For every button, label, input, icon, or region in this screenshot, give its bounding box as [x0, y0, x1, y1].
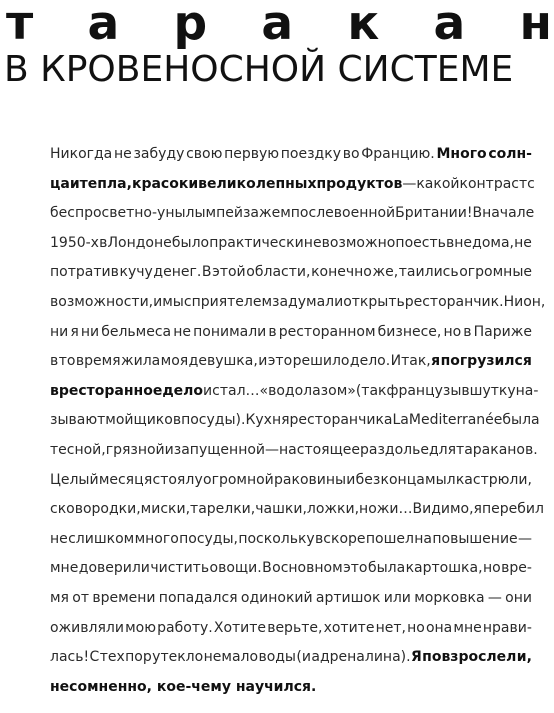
heading-letter: р: [173, 0, 208, 51]
word: тесной,: [50, 441, 106, 458]
word: времени: [92, 589, 156, 606]
word: ни: [50, 323, 69, 340]
word: (и: [296, 649, 311, 666]
text-line: [50, 673, 532, 703]
word: была: [367, 560, 406, 577]
word: 1950-х: [50, 234, 99, 251]
heading-letter: а: [87, 0, 120, 51]
word: поскольку: [238, 530, 315, 547]
word: повышение: [432, 530, 518, 547]
text-line: [50, 525, 532, 555]
word: раздолье: [360, 441, 429, 458]
word: работу.: [157, 619, 213, 636]
word: Видимо,: [412, 501, 474, 518]
word: это: [267, 353, 293, 370]
text-line: [50, 554, 532, 584]
bold-text: несомненно, кое-чему научился.: [50, 678, 317, 695]
word: открыть: [343, 293, 405, 310]
word: мя: [50, 589, 69, 606]
text-line: [50, 229, 532, 259]
word: —: [402, 175, 417, 192]
bold-word: ца: [50, 175, 70, 192]
text-line: [50, 436, 538, 466]
word: (так: [355, 382, 387, 399]
word: огромные: [459, 264, 532, 281]
word: и: [346, 471, 356, 488]
word: от: [72, 589, 90, 606]
word: La: [392, 412, 409, 429]
word: то: [58, 353, 76, 370]
text-line: [50, 347, 532, 377]
text-line: [50, 140, 532, 170]
bold-word: продуктов: [316, 175, 403, 192]
word: начале: [482, 205, 535, 222]
word: бизнесе,: [377, 323, 442, 340]
word: у: [194, 471, 203, 488]
word: же,: [372, 264, 399, 281]
heading-letter: к: [347, 0, 380, 51]
word: этой: [212, 264, 246, 281]
word: грязной: [105, 441, 165, 458]
word: слишком: [68, 530, 135, 547]
word: много: [134, 530, 179, 547]
word: Лондоне: [107, 234, 172, 251]
word: первую: [224, 146, 280, 162]
bold-word: погрузился: [440, 353, 532, 370]
bold-word: дело: [162, 382, 204, 399]
word: огромной: [203, 471, 274, 488]
word: Итак,: [390, 353, 431, 370]
word: девушка,: [188, 353, 258, 370]
word: в: [463, 323, 472, 340]
word: невозможно: [303, 234, 396, 251]
bold-word: и: [188, 175, 199, 192]
bold-word: Я: [410, 649, 422, 666]
text-line: [50, 584, 532, 614]
word: практически: [209, 234, 304, 251]
bold-word: и: [69, 175, 80, 192]
text-line: [50, 406, 540, 436]
heading-letter: а: [261, 0, 294, 51]
bold-word: великолепных: [198, 175, 317, 192]
word: французы: [386, 382, 462, 399]
word: мыл: [425, 471, 456, 488]
word: беспросветно-унылым: [50, 205, 217, 222]
word: с: [183, 293, 192, 310]
word: одинокий: [240, 589, 313, 606]
word: В: [262, 560, 272, 577]
bold-word: тепла,: [79, 175, 132, 192]
word: дело.: [349, 353, 391, 370]
word: послевоенной: [290, 205, 396, 222]
word: таились: [398, 264, 459, 281]
word: адреналина).: [311, 649, 411, 666]
word: контраст: [459, 175, 528, 192]
text-line: [50, 170, 535, 200]
word: они: [505, 589, 532, 606]
word: Ни: [503, 293, 524, 310]
word: месяц: [98, 471, 144, 488]
heading-line-2: В КРОВЕНОСНОЙ СИСТЕМЕ: [4, 49, 514, 90]
word: какой: [416, 175, 460, 192]
word: кастрюли,: [455, 471, 532, 488]
word: поесть: [395, 234, 446, 251]
word: жила: [121, 353, 161, 370]
word: понимали: [193, 323, 267, 340]
word: денег.: [153, 264, 202, 281]
word: В: [201, 264, 212, 281]
word: решило: [292, 353, 350, 370]
word: овощи.: [209, 560, 262, 577]
word: в: [99, 234, 108, 251]
word: и: [153, 293, 163, 310]
word: Британии!: [395, 205, 473, 222]
word: миски,: [140, 501, 191, 518]
bold-word: красок: [131, 175, 189, 192]
word: возможности,: [50, 293, 154, 310]
word: на: [414, 530, 433, 547]
word: зывают: [50, 412, 106, 429]
text-line: [50, 643, 532, 673]
word: кучу: [119, 264, 153, 281]
word: хотите: [323, 619, 375, 636]
word: в: [461, 382, 470, 399]
word: приятелем: [191, 293, 273, 310]
word: —: [265, 441, 280, 458]
word: посуды,: [179, 530, 238, 547]
heading-letter: н: [519, 0, 552, 51]
word: доверили: [78, 560, 150, 577]
word: артишок: [315, 589, 381, 606]
word: лась!: [50, 649, 90, 666]
word: я: [70, 323, 79, 340]
word: верьте,: [267, 619, 323, 636]
word: на-: [515, 382, 539, 399]
word: картошка,: [405, 560, 483, 577]
word: для: [428, 441, 457, 458]
word: он,: [523, 293, 546, 310]
bold-word: я: [431, 353, 441, 370]
text-line: [50, 258, 532, 288]
word: утекло: [152, 649, 204, 666]
bold-word: повзрослел: [422, 649, 517, 666]
word: бельмеса: [101, 323, 172, 340]
word: области,: [246, 264, 311, 281]
word: мне: [50, 560, 79, 577]
word: не: [173, 323, 192, 340]
word: и: [164, 441, 174, 458]
heading-line-1: [6, 0, 552, 51]
bold-word: Много: [436, 146, 487, 162]
word: Mediterranée: [408, 412, 503, 429]
text-line: [50, 318, 532, 348]
word: раковины: [274, 471, 347, 488]
word: основном: [272, 560, 343, 577]
word: ресторанчик.: [404, 293, 504, 310]
word: мою: [125, 619, 157, 636]
word: запущенной: [173, 441, 266, 458]
word: мы: [162, 293, 184, 310]
word: конечно: [311, 264, 372, 281]
word: Париже: [473, 323, 532, 340]
word: задумали: [272, 293, 344, 310]
word: в: [50, 353, 59, 370]
word: Хотите: [213, 619, 267, 636]
word: В: [472, 205, 483, 222]
text-line: [50, 288, 546, 318]
bold-word: и,: [516, 649, 532, 666]
word: потратив: [50, 264, 119, 281]
word: нет,: [375, 619, 406, 636]
word: стоял: [152, 471, 195, 488]
word: воды: [258, 649, 296, 666]
word: дома,: [472, 234, 514, 251]
word: не: [514, 234, 532, 251]
word: я: [143, 471, 153, 488]
word: но: [482, 560, 501, 577]
word: нрави-: [482, 619, 532, 636]
word: вне: [445, 234, 473, 251]
word: забуду: [133, 146, 185, 162]
word: чашки,: [255, 501, 307, 518]
word: и: [203, 382, 213, 399]
word: немало: [203, 649, 259, 666]
word: морковка: [414, 589, 485, 606]
word: это: [343, 560, 368, 577]
bold-word: в: [50, 382, 59, 399]
word: тех: [99, 649, 125, 666]
text-line: [50, 377, 539, 407]
word: во: [342, 146, 360, 162]
word: не: [50, 530, 68, 547]
word: и: [258, 353, 268, 370]
word: вре-: [501, 560, 532, 577]
heading-letter: а: [433, 0, 466, 51]
word: в: [268, 323, 277, 340]
word: сковородки,: [50, 501, 141, 518]
word: я: [473, 501, 482, 518]
word: поездку: [280, 146, 341, 162]
word: не: [113, 146, 132, 162]
word: ножи…: [359, 501, 413, 518]
word: или: [383, 589, 411, 606]
word: была: [502, 412, 540, 429]
word: Кухня: [245, 412, 290, 429]
word: ни: [80, 323, 100, 340]
word: «водолазом»: [259, 382, 356, 399]
word: Целый: [50, 471, 99, 488]
word: но: [407, 619, 425, 636]
word: чистить: [150, 560, 210, 577]
word: ресторанчика: [289, 412, 393, 429]
word: но: [443, 323, 462, 340]
text-line: [50, 466, 532, 496]
word: ложки,: [306, 501, 360, 518]
word: мне: [453, 619, 482, 636]
word: оживляли: [50, 619, 124, 636]
word: стал…: [212, 382, 260, 399]
word: Никогда: [50, 146, 113, 162]
word: шутку: [469, 382, 516, 399]
bold-word: солн-: [488, 146, 532, 162]
word: моя: [160, 353, 189, 370]
word: она: [425, 619, 453, 636]
word: пошел: [365, 530, 414, 547]
text-line: [50, 614, 532, 644]
word: время: [75, 353, 121, 370]
body-text: [50, 140, 546, 702]
word: без: [355, 471, 381, 488]
word: перебил: [481, 501, 544, 518]
text-line: [50, 495, 544, 525]
word: тараканов.: [456, 441, 538, 458]
word: пейзажем: [216, 205, 291, 222]
word: —: [487, 589, 502, 606]
word: С: [89, 649, 100, 666]
bold-word: ресторанное: [58, 382, 163, 399]
word: свою: [186, 146, 223, 162]
word: настоящее: [279, 441, 361, 458]
word: попадался: [158, 589, 238, 606]
word: пор: [125, 649, 152, 666]
word: Францию.: [361, 146, 435, 162]
word: с: [527, 175, 535, 192]
word: было: [171, 234, 210, 251]
word: —: [517, 530, 532, 547]
word: конца: [380, 471, 425, 488]
heading-letter: т: [6, 0, 34, 51]
word: мойщиков: [105, 412, 182, 429]
text-line: [50, 199, 535, 229]
word: посуды).: [181, 412, 246, 429]
word: ресторанном: [278, 323, 376, 340]
word: тарелки,: [190, 501, 256, 518]
word: вскоре: [315, 530, 366, 547]
